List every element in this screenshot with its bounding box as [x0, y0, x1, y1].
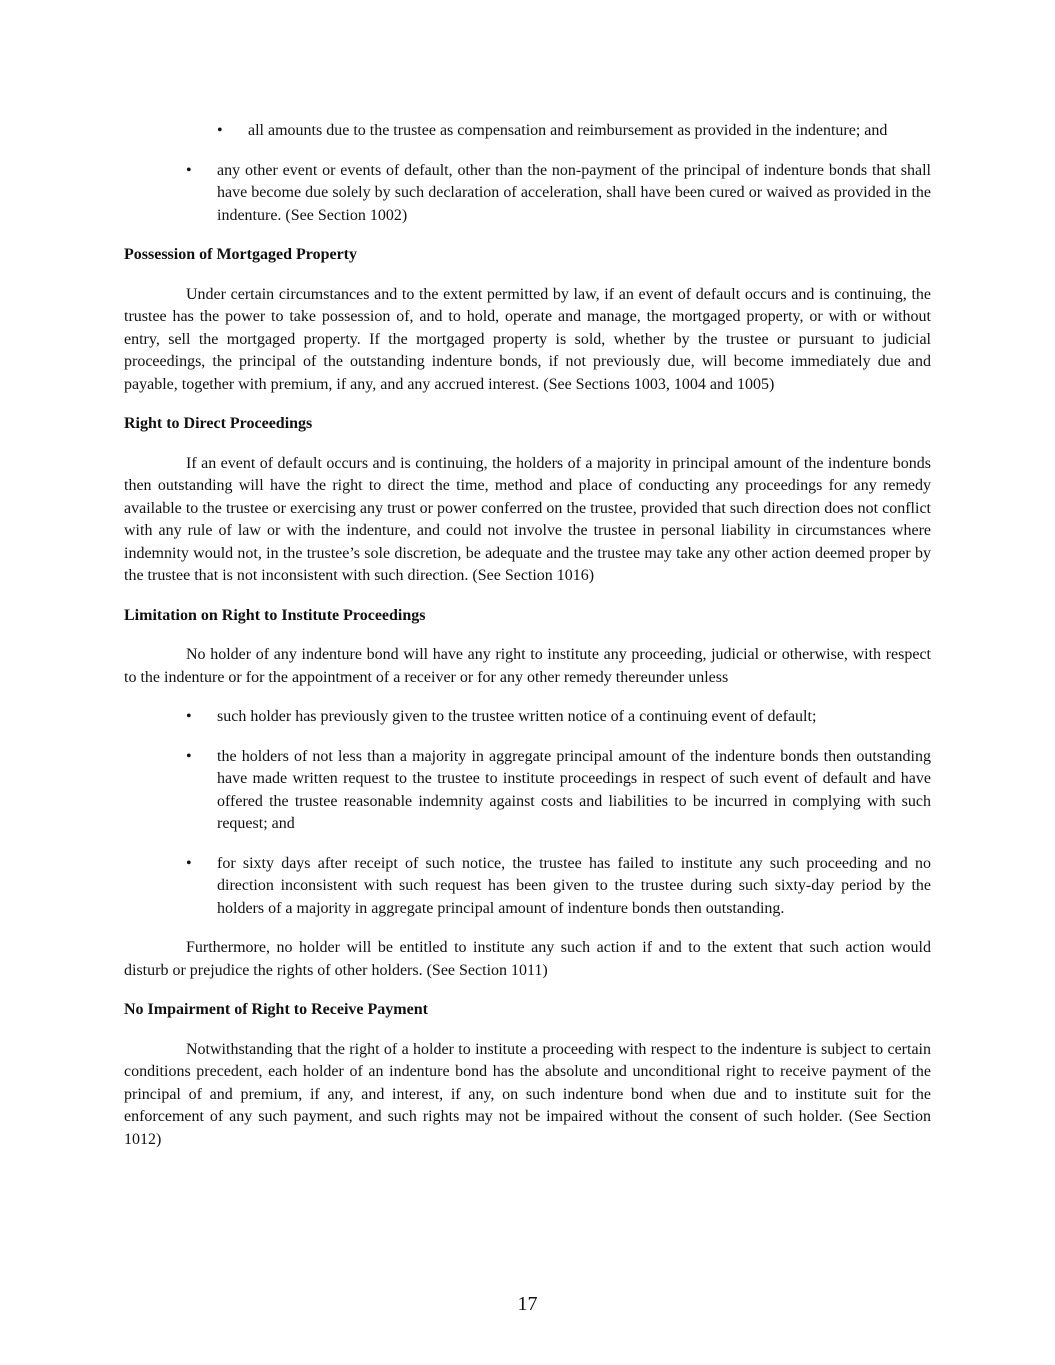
bullet-glyph: • — [186, 161, 192, 179]
list-item — [124, 853, 931, 921]
list-item — [124, 120, 931, 143]
list-item-text: any other event or events of default, other than the non-payment of the principal of indenture bonds that shall have become due solely by such declaration of acceleration, shall have been cured or waived as provided in the indenture. (See Section 1002) — [217, 161, 931, 224]
section-heading-impairment: No Impairment of Right to Receive Payment — [124, 1001, 428, 1018]
paragraph-possession: Under certain circumstances and to the extent permitted by law, if an event of default occurs and is continuing, the trustee has the power to take possession of, and to hold, operate and manage, the mortgaged property, or with or without entry, sell the mortgaged property. If the mortgaged property is sold, whether by the trustee or pursuant to judicial proceedings, the principal of the outstanding indenture bonds, if not previously due, will become immediately due and payable, together with premium, if any, and any accrued interest. (See Sections 1003, 1004 and 1005) — [124, 285, 931, 393]
paragraph-limitation-closing: Furthermore, no holder will be entitled to institute any such action if and to the extent that such action would disturb or prejudice the rights of other holders. (See Section 1011) — [124, 939, 931, 979]
limitation-list — [124, 706, 931, 920]
list-item-text: such holder has previously given to the trustee written notice of a continuing event of default; — [217, 708, 817, 725]
bullet-glyph: • — [186, 708, 192, 725]
bullet-glyph: • — [217, 122, 223, 139]
list-item — [124, 746, 931, 836]
list-item-text: for sixty days after receipt of such notice, the trustee has failed to institute any such proceeding and no direction inconsistent with such request has been given to the trustee during such sixty-day period by the holders of a majority in aggregate principal amount of indenture bonds then outstanding. — [217, 854, 931, 917]
section-heading-direct-proceedings: Right to Direct Proceedings — [124, 415, 313, 432]
list-item-text: all amounts due to the trustee as compensation and reimbursement as provided in the indenture; and — [248, 122, 888, 139]
paragraph-limitation: No holder of any indenture bond will have any right to institute any proceeding, judicial or otherwise, with respect to the indenture or for the appointment of a receiver or for any other remedy thereunder unless — [124, 646, 931, 686]
list-item — [124, 706, 931, 729]
page-number: 17 — [517, 1293, 538, 1315]
list-item-text: the holders of not less than a majority in aggregate principal amount of the indenture bonds then outstanding have made written request to the trustee to institute proceedings in respect of such event of default and have offered the trustee reasonable indemnity against costs and liabilities to be incurred in complying with such request; and — [217, 747, 931, 832]
paragraph-direct-proceedings: If an event of default occurs and is continuing, the holders of a majority in principal amount of the indenture bonds then outstanding will have the right to direct the time, method and place of conducting any proceedings for any remedy available to the trustee or exercising any trust or power conferred on the trustee, provided that such direction does not conflict with any rule of law or with the indenture, and could not involve the trustee in personal liability in circumstances where indemnity would not, in the trustee’s sole discretion, be adequate and the trustee may take any other action deemed proper by the trustee that is not inconsistent with such direction. (See Section 1016) — [124, 454, 931, 584]
bullet-glyph: • — [186, 854, 192, 872]
bullet-glyph: • — [186, 747, 192, 765]
paragraph-impairment: Notwithstanding that the right of a holder to institute a proceeding with respect to the indenture is subject to certain conditions precedent, each holder of an indenture bond has the absolute and unconditional right to receive payment of the principal of and premium, if any, and interest, if any, on such indenture bond when due and to institute suit for the enforcement of any such payment, and such rights may not be impaired without the consent of such holder. (See Section 1012) — [124, 1040, 931, 1148]
document-page — [124, 120, 931, 1151]
section-heading-possession: Possession of Mortgaged Property — [124, 246, 357, 263]
list-item — [124, 160, 931, 228]
section-heading-limitation: Limitation on Right to Institute Proceedings — [124, 606, 426, 624]
